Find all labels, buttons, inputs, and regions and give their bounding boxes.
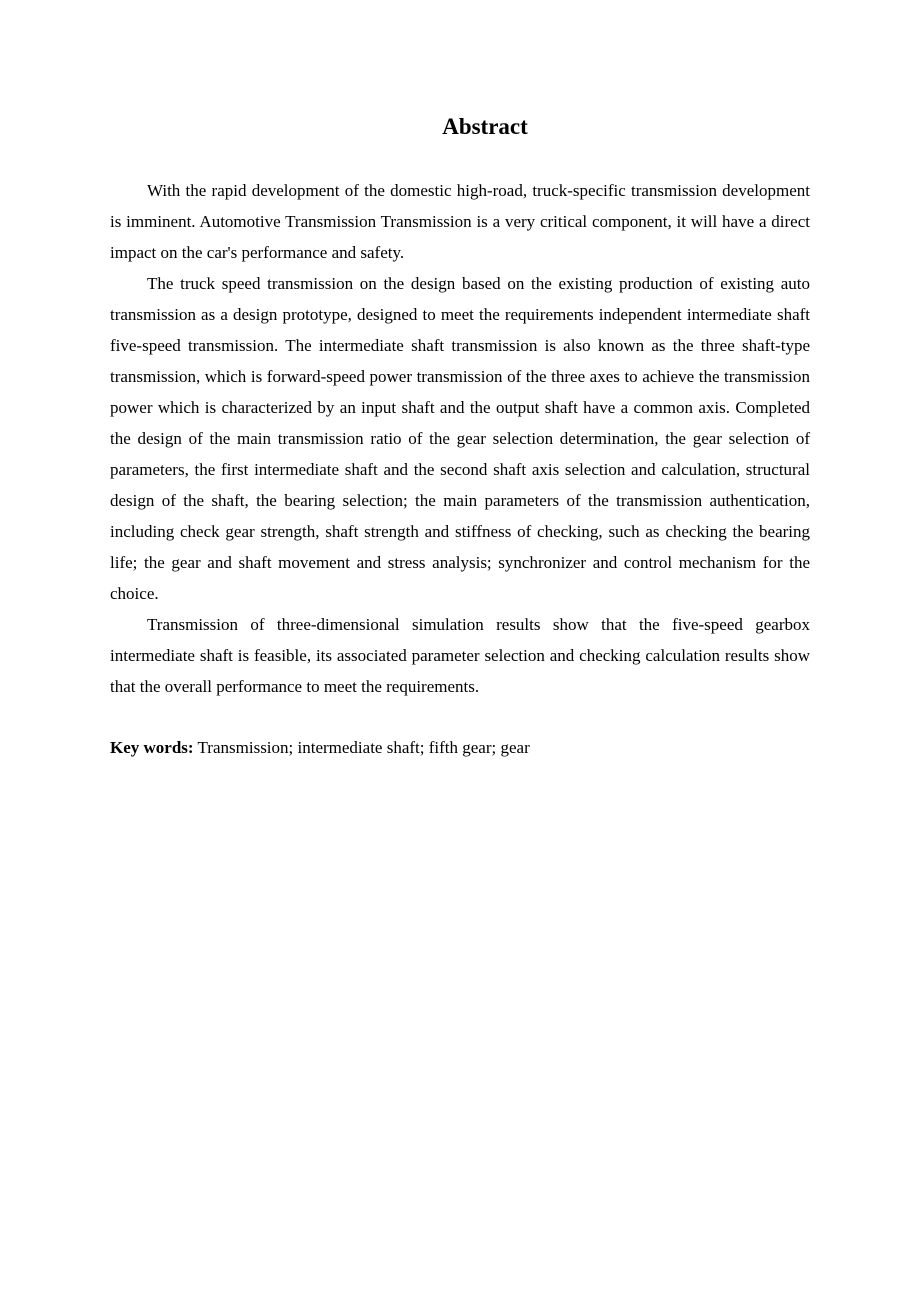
abstract-paragraph-3: Transmission of three-dimensional simulation results show that the five-speed gearbox intermediate shaft is feasible, its associated parameter selection and checking calculation results show that the overall performance to meet the requirements. xyxy=(110,615,810,696)
abstract-body xyxy=(110,175,810,702)
abstract-paragraph-2: The truck speed transmission on the design based on the existing production of existing auto transmission as a design prototype, designed to meet the requirements independent intermediate shaft five-speed transmission. The intermediate shaft transmission is also known as the three shaft-type transmission, which is forward-speed power transmission of the three axes to achieve the transmission power which is characterized by an input shaft and the output shaft have a common axis. Completed the design of the main transmission ratio of the gear selection determination, the gear selection of parameters, the first intermediate shaft and the second shaft axis selection and calculation, structural design of the shaft, the bearing selection; the main parameters of the transmission authentication, including check gear strength, shaft strength and stiffness of checking, such as checking the bearing life; the gear and shaft movement and stress analysis; synchronizer and control mechanism for the choice. xyxy=(110,274,810,603)
keywords-line xyxy=(110,732,810,763)
abstract-paragraph-1: With the rapid development of the domestic high-road, truck-specific transmission development is imminent. Automotive Transmission Transmission is a very critical component, it will have a direct impact on the car's performance and safety. xyxy=(110,181,810,262)
page-title: Abstract xyxy=(442,114,528,139)
keywords-value: Transmission; intermediate shaft; fifth gear; gear xyxy=(193,738,530,757)
keywords-label: Key words: xyxy=(110,738,194,757)
